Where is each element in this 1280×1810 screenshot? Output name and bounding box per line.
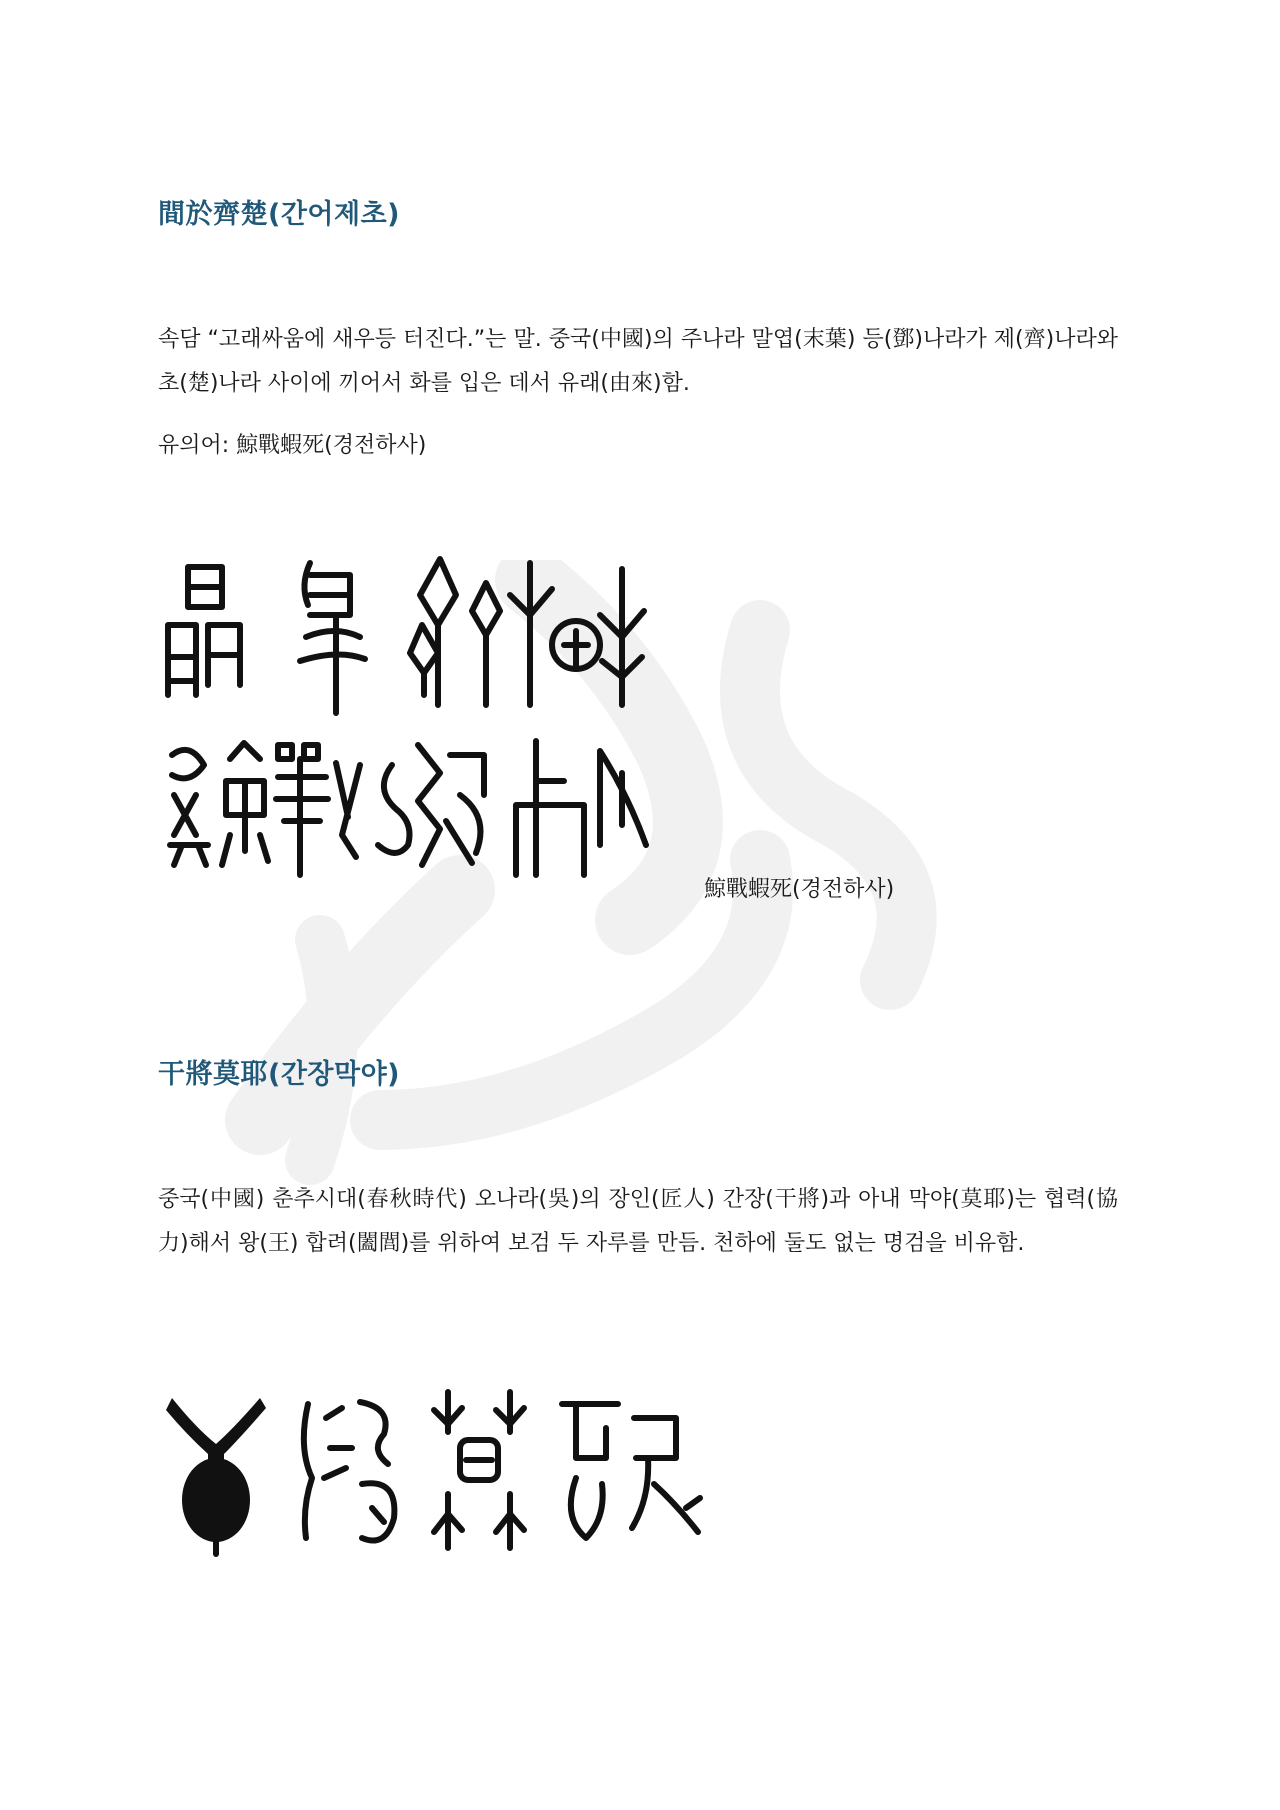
- entry-definition: 중국(中國) 춘추시대(春秋時代) 오나라(吳)의 장인(匠人) 간장(干將)과 아내 막야(莫耶)는 협력(協力)해서 왕(王) 합려(闔閭)를 위하여 보검 두 자루를 만듬. 천하에 둘도 없는 명검을 비유함.: [158, 1187, 1118, 1256]
- ancient-glyph: [166, 1398, 266, 1554]
- ancient-glyph: [300, 563, 365, 713]
- entry-definition: 속담 “고래싸움에 새우등 터진다.”는 말. 중국(中國)의 주나라 말엽(末葉) 등(鄧)나라가 제(齊)나라와 초(楚)나라 사이에 끼어서 화를 입은 데서 유래(由來)함.: [158, 327, 1118, 396]
- ancient-script-image: [166, 1388, 706, 1558]
- entry-title: 干將莫耶(간장막야): [158, 1059, 401, 1090]
- ancient-glyph: [276, 745, 360, 875]
- ancient-script-image: [160, 545, 700, 890]
- ancient-glyph: [562, 1404, 700, 1538]
- ancient-glyph: [378, 745, 484, 865]
- ancient-glyph: [434, 1392, 524, 1548]
- ancient-glyph: [168, 567, 240, 695]
- ancient-glyph: [510, 563, 644, 705]
- entry-title: 間於齊楚(간어제초): [158, 199, 401, 230]
- ancient-glyph: [170, 743, 268, 865]
- ancient-glyph: [410, 559, 500, 705]
- synonym-line: 유의어: 鯨戰蝦死(경전하사): [158, 433, 427, 458]
- image-caption: 鯨戰蝦死(경전하사): [704, 877, 895, 902]
- ancient-glyph: [304, 1402, 395, 1541]
- ancient-glyph: [516, 741, 646, 875]
